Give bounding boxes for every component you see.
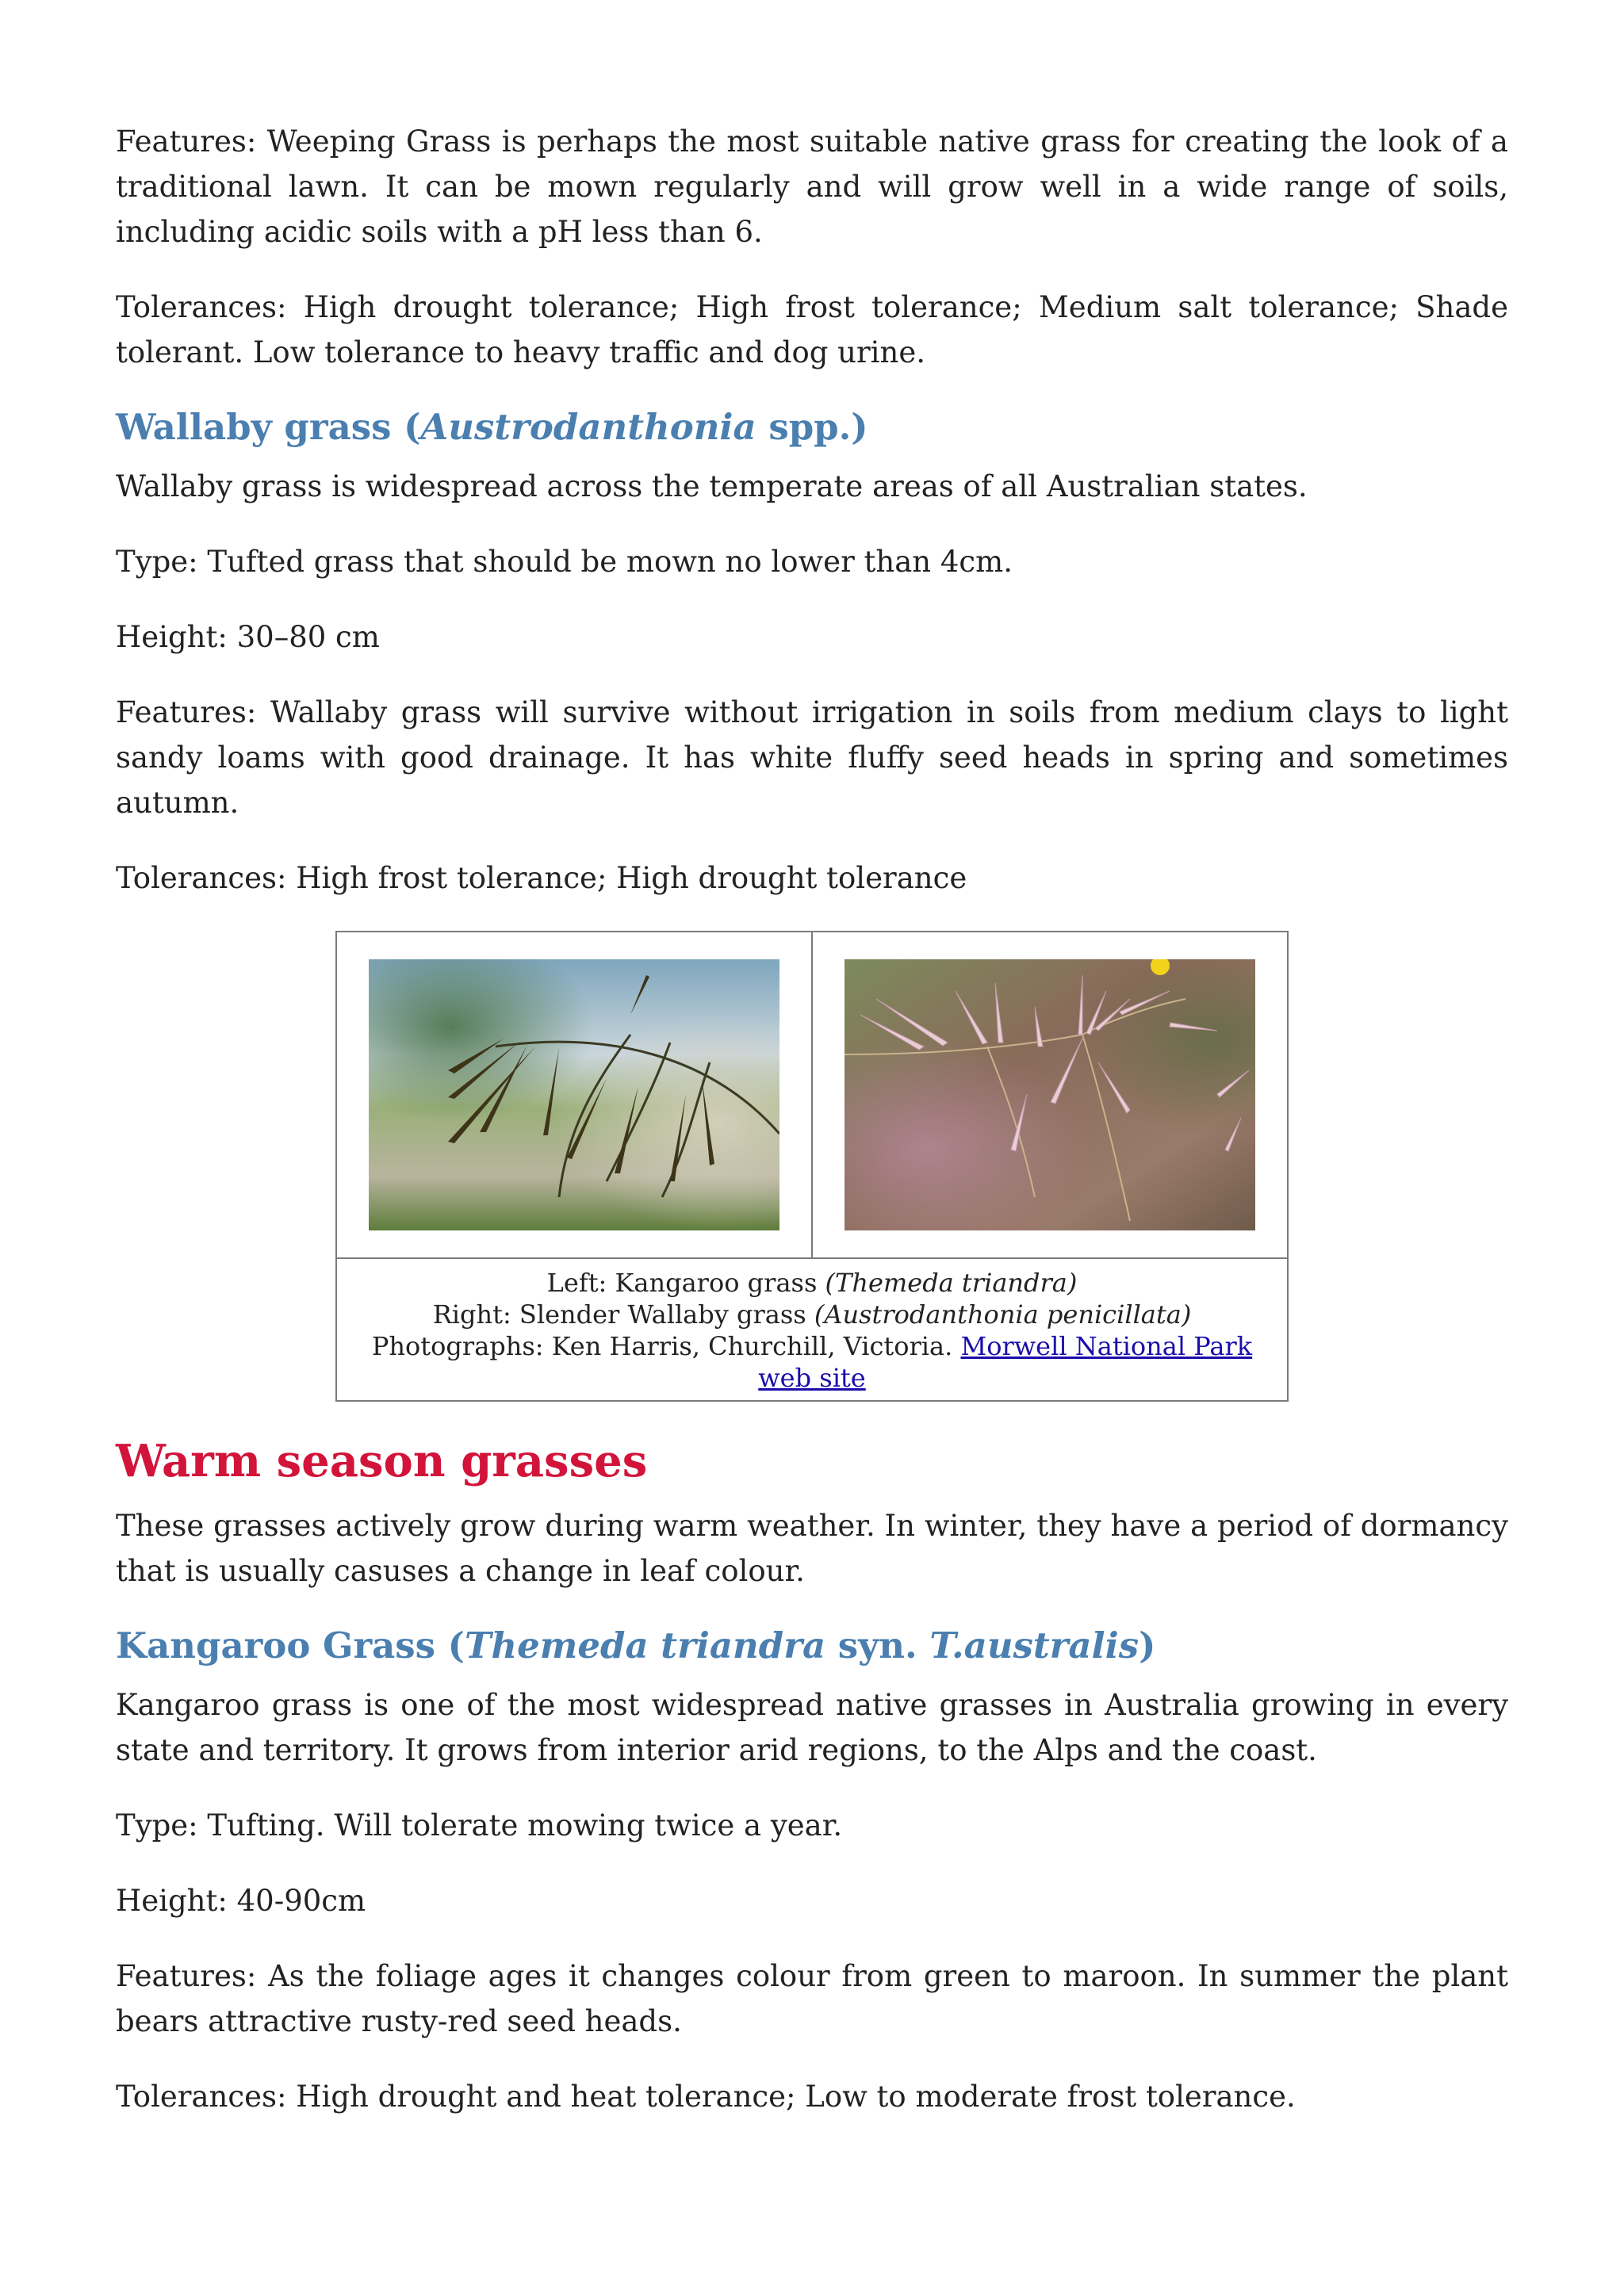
kangaroo-grass-features: Features: As the foliage ages it changes colour from green to maroon. In summer the plant bears attractive rusty-red seed heads. [116,1959,1508,2038]
warm-season-heading: Warm season grasses [116,1435,648,1487]
caption-line-right: Right: Slender Wallaby grass (Austrodanthonia penicillata) [432,1299,1192,1330]
caption-line-left: Left: Kangaroo grass (Themeda triandra) [546,1268,1078,1298]
morwell-national-park-link[interactable]: Morwell National Park web site [758,1331,1253,1393]
photo-cell-right [812,932,1288,1258]
figure-caption [336,1258,1288,1401]
wallaby-grass-photo [845,959,1255,1230]
weeping-grass-tolerances: Tolerances: High drought tolerance; High frost tolerance; Medium salt tolerance; Shade tolerant. Low tolerance to heavy traffic and dog urine. [116,290,1508,369]
weeping-grass-features: Features: Weeping Grass is perhaps the most suitable native grass for creating the look of a traditional lawn. It can be mown regularly and will grow well in a wide range of soils, including acidic soils with a pH less than 6. [116,124,1508,249]
wallaby-grass-intro: Wallaby grass is widespread across the temperate areas of all Australian states. [116,469,1308,503]
wallaby-grass-features: Features: Wallaby grass will survive without irrigation in soils from medium clays to light sandy loams with good drainage. It has white fluffy seed heads in spring and sometimes autumn. [116,695,1508,820]
photo-figure [335,931,1289,1402]
kangaroo-grass-heading: Kangaroo Grass (Themeda triandra syn. T.australis) [116,1624,1156,1667]
kangaroo-grass-photo [369,959,779,1230]
wallaby-grass-heading: Wallaby grass (Austrodanthonia spp.) [116,406,868,448]
kangaroo-grass-height: Height: 40-90cm [116,1884,366,1918]
article-content [116,119,1508,2149]
kangaroo-grass-intro: Kangaroo grass is one of the most widespread native grasses in Australia growing in every state and territory. It grows from interior arid regions, to the Alps and the coast. [116,1688,1508,1767]
wallaby-grass-height: Height: 30–80 cm [116,620,380,654]
caption-line-credits: Photographs: Ken Harris, Churchill, Victoria. Morwell National Park web site [371,1331,1253,1393]
kangaroo-grass-tolerances: Tolerances: High drought and heat tolerance; Low to moderate frost tolerance. [116,2080,1296,2114]
wallaby-grass-tolerances: Tolerances: High frost tolerance; High drought tolerance [116,861,967,895]
kangaroo-grass-type: Type: Tufting. Will tolerate mowing twice a year. [116,1808,843,1843]
warm-season-intro: These grasses actively grow during warm weather. In winter, they have a period of dormancy that is usually casuses a change in leaf colour. [116,1509,1508,1588]
photo-cell-left [336,932,812,1258]
wallaby-grass-type: Type: Tufted grass that should be mown no lower than 4cm. [116,545,1013,579]
